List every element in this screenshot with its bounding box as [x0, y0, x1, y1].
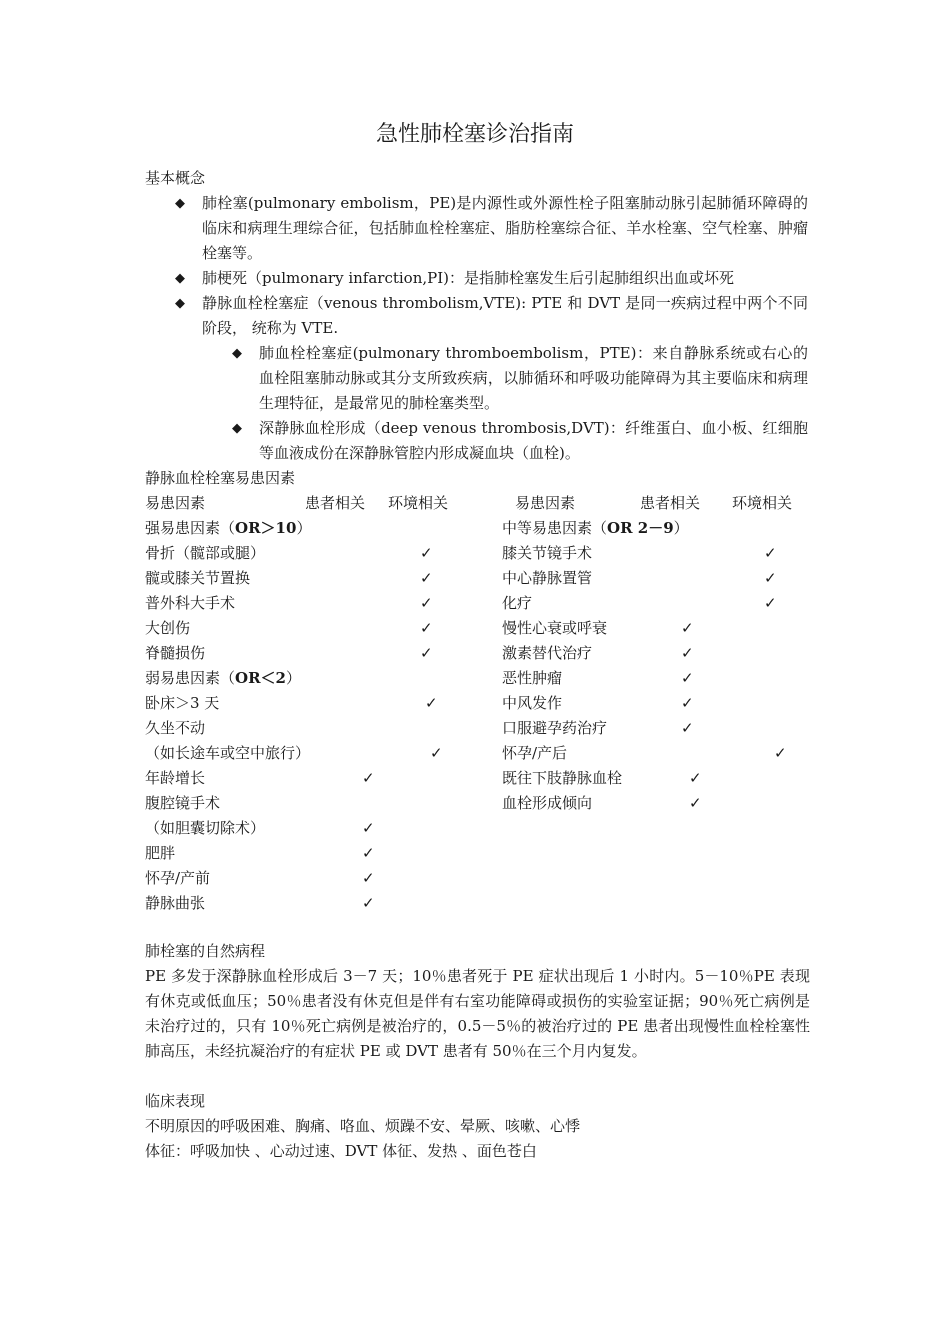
left-header-env: 环境相关	[388, 494, 449, 512]
weak-factor-group	[145, 666, 301, 691]
right-header-env: 环境相关	[732, 494, 793, 512]
check-icon: ✓	[681, 694, 694, 712]
right-row-factor: 慢性心衰或呼衰	[502, 619, 608, 637]
page-title: 急性肺栓塞诊治指南	[375, 122, 574, 147]
check-icon: ✓	[362, 869, 375, 887]
check-icon: ✓	[689, 794, 702, 812]
check-icon: ✓	[774, 744, 787, 762]
check-icon: ✓	[362, 769, 375, 787]
weak-close: ）	[286, 669, 302, 687]
left-row-factor: 髋或膝关节置换	[145, 569, 251, 587]
right-row-factor: 膝关节镜手术	[502, 544, 593, 562]
right-row-factor: 怀孕/产后	[502, 744, 568, 762]
section-heading-risk: 静脉血栓栓塞易患因素	[145, 469, 296, 487]
check-icon: ✓	[420, 619, 433, 637]
left-row-factor: 久坐不动	[145, 719, 206, 737]
diamond-bullet-icon: ◆	[175, 196, 185, 211]
check-icon: ✓	[420, 544, 433, 562]
strong-factor-group	[145, 516, 311, 541]
left-row-factor: 大创伤	[145, 619, 191, 637]
clinical-signs: 体征：呼吸加快 、心动过速、DVT 体征、发热 、面色苍白	[145, 1142, 537, 1160]
check-icon: ✓	[425, 694, 438, 712]
check-icon: ✓	[681, 719, 694, 737]
bullet-pe-definition: 肺栓塞(pulmonary embolism，PE)是内源性或外源性栓子阻塞肺动脉引起肺循环障碍的临床和病理生理综合征，包括肺血栓栓塞症、脂肪栓塞综合征、羊水栓塞、空气栓塞、肿瘤栓塞等。	[202, 194, 808, 262]
diamond-bullet-icon: ◆	[175, 296, 185, 311]
natural-course-paragraph: PE 多发于深静脉血栓形成后 3－7 天；10％患者死于 PE 症状出现后 1 小时内。5－10％PE 表现有休克或低血压；50％患者没有休克但是伴有右室功能障碍或损伤的实验室证据；90％死亡病例是未治疗过的，只有 10％死亡病例是被治疗的，0.5－5％的被治疗过的 PE 患者出现慢性血栓栓塞性肺高压，未经抗凝治疗的有症状 PE 或 DVT 患者有 50％在三个月内复发。	[145, 967, 810, 1060]
check-icon: ✓	[764, 569, 777, 587]
section-heading-natural: 肺栓塞的自然病程	[145, 942, 266, 960]
diamond-bullet-icon: ◆	[175, 271, 185, 286]
moderate-label: 中等易患因素（	[502, 519, 608, 537]
strong-or: OR＞10	[235, 519, 297, 537]
right-row-factor: 化疗	[502, 594, 533, 612]
moderate-factor-group	[502, 516, 689, 541]
check-icon: ✓	[420, 644, 433, 662]
left-row-factor: （如胆囊切除术）	[145, 819, 266, 837]
left-row-factor: 静脉曲张	[145, 894, 206, 912]
diamond-bullet-icon: ◆	[232, 346, 242, 361]
strong-close: ）	[296, 519, 312, 537]
left-row-factor: 骨折（髋部或腿）	[145, 544, 266, 562]
right-row-factor: 血栓形成倾向	[502, 794, 593, 812]
bullet-pi-definition: 肺梗死（pulmonary infarction,PI)：是指肺栓塞发生后引起肺组织出血或坏死	[202, 269, 735, 287]
check-icon: ✓	[681, 669, 694, 687]
check-icon: ✓	[420, 594, 433, 612]
section-heading-basic: 基本概念	[145, 169, 206, 187]
left-row-factor: 年龄增长	[145, 769, 206, 787]
section-heading-clinical: 临床表现	[145, 1092, 206, 1110]
check-icon: ✓	[430, 744, 443, 762]
diamond-bullet-icon: ◆	[232, 421, 242, 436]
left-row-factor: 肥胖	[145, 844, 176, 862]
subbullet-dvt-definition: 深静脉血栓形成（deep venous thrombosis,DVT)：纤维蛋白、血小板、红细胞等血液成份在深静脉管腔内形成凝血块（血栓)。	[259, 419, 808, 462]
check-icon: ✓	[420, 569, 433, 587]
subbullet-pte-definition: 肺血栓栓塞症(pulmonary thromboembolism，PTE)：来自静脉系统或右心的血栓阻塞肺动脉或其分支所致疾病，以肺循环和呼吸功能障碍为其主要临床和病理生理特征，是最常见的肺栓塞类型。	[259, 344, 808, 412]
left-row-factor: 普外科大手术	[145, 594, 236, 612]
moderate-or: OR 2－9	[607, 519, 674, 537]
moderate-close: ）	[673, 519, 689, 537]
check-icon: ✓	[362, 894, 375, 912]
check-icon: ✓	[764, 544, 777, 562]
right-header-factor: 易患因素	[515, 494, 576, 512]
right-row-factor: 中心静脉置管	[502, 569, 593, 587]
left-row-factor: 腹腔镜手术	[145, 794, 221, 812]
left-row-factor: （如长途车或空中旅行）	[145, 744, 311, 762]
right-row-factor: 激素替代治疗	[502, 644, 593, 662]
right-row-factor: 恶性肿瘤	[502, 669, 563, 687]
left-header-factor: 易患因素	[145, 494, 206, 512]
weak-or: OR＜2	[235, 669, 286, 687]
left-header-patient: 患者相关	[305, 494, 366, 512]
weak-label: 弱易患因素（	[145, 669, 236, 687]
clinical-symptoms: 不明原因的呼吸困难、胸痛、咯血、烦躁不安、晕厥、咳嗽、心悸	[145, 1117, 581, 1135]
check-icon: ✓	[681, 644, 694, 662]
right-row-factor: 既往下肢静脉血栓	[502, 769, 623, 787]
bullet-vte-definition: 静脉血栓栓塞症（venous thrombolism,VTE): PTE 和 DVT 是同一疾病过程中两个不同阶段， 统称为 VTE.	[202, 294, 808, 337]
strong-label: 强易患因素（	[145, 519, 236, 537]
check-icon: ✓	[362, 844, 375, 862]
check-icon: ✓	[362, 819, 375, 837]
right-header-patient: 患者相关	[640, 494, 701, 512]
right-row-factor: 中风发作	[502, 694, 563, 712]
check-icon: ✓	[689, 769, 702, 787]
right-row-factor: 口服避孕药治疗	[502, 719, 608, 737]
check-icon: ✓	[681, 619, 694, 637]
left-row-factor: 脊髓损伤	[145, 644, 206, 662]
left-row-factor: 卧床＞3 天	[145, 694, 220, 712]
left-row-factor: 怀孕/产前	[145, 869, 211, 887]
check-icon: ✓	[764, 594, 777, 612]
